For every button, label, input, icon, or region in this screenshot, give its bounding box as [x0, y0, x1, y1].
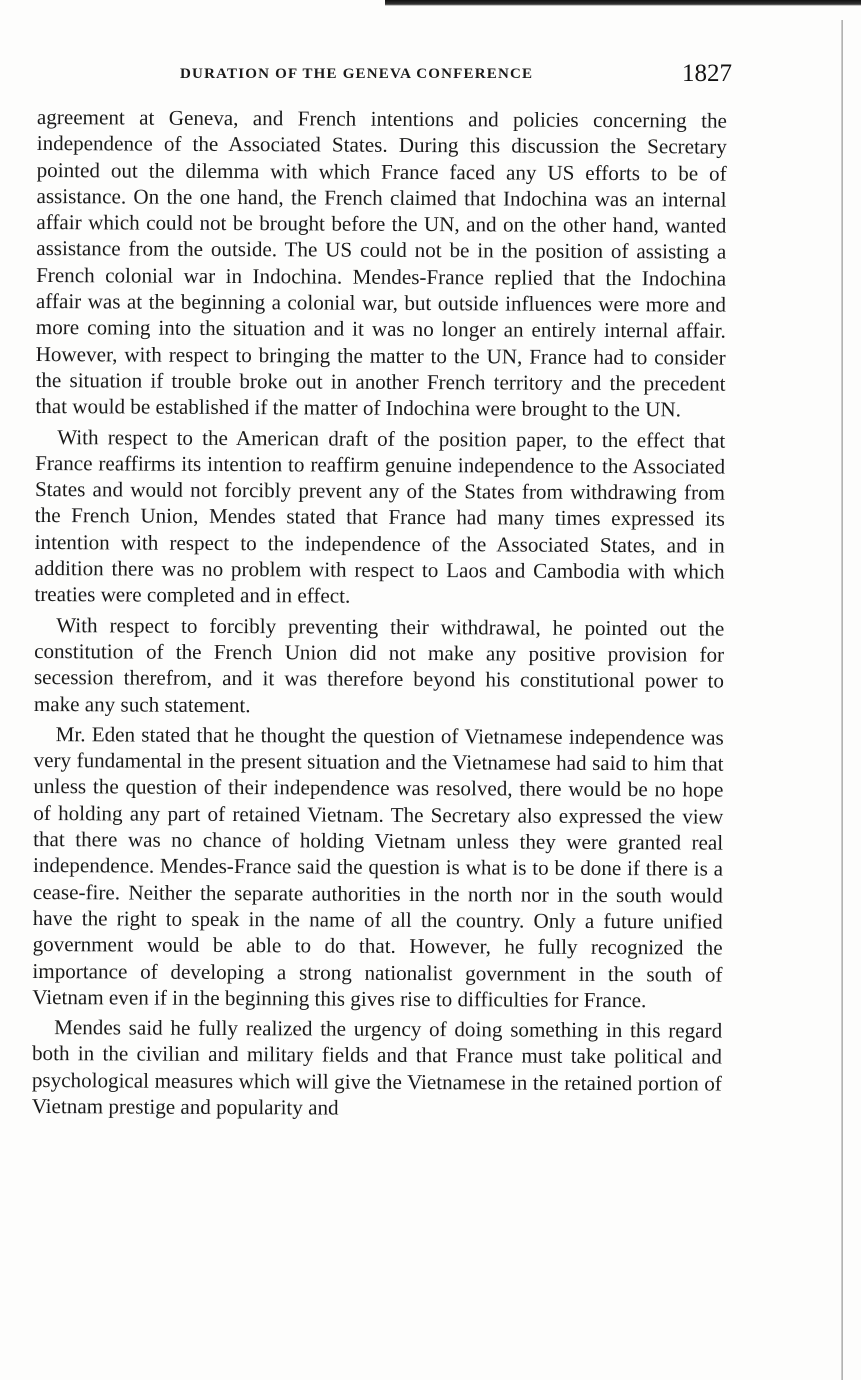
page-number: 1827	[682, 60, 732, 87]
top-edge-rule	[385, 0, 861, 6]
paragraph-1: agreement at Geneva, and French intentions and policies concerning the independence of the Associated States. During this discussion the Secretary pointed out the dilemma with which France faced any US efforts to be of assistance. On the one hand, the French claimed that Indochina was an internal affair which could not be brought before the UN, and on the other hand, wanted assistance from the outside. The US could not be in the position of assisting a French colonial war in Indochina. Mendes-France replied that the Indochina affair was at the beginning a colonial war, but outside influences were more and more coming into the situation and it was no longer an entirely internal affair. However, with respect to bringing the matter to the UN, France had to consider the situation if trouble broke out in another French territory and the precedent that would be established if the matter of Indochina were brought to the UN.	[35, 104, 727, 422]
paragraph-5: Mendes said he fully realized the urgency of doing something in this regard both in the civilian and military fields and that France must take political and psychological measures which will give the Vietnamese in the retained portion of Vietnam prestige and popularity and	[31, 1015, 723, 1120]
paragraph-2: With respect to the American draft of the position paper, to the effect that France reaffirms its intention to reaffirm genuine independence to the Associated States and would not forcibly prevent any of the States from withdrawing from the French Union, Mendes stated that France had many times expressed its intention with respect to the independence of the Associated States, and in addition there was no problem with respect to Laos and Cambodia with which treaties were completed and in effect.	[34, 424, 726, 608]
running-head: DURATION OF THE GENEVA CONFERENCE	[180, 66, 534, 82]
body-text	[32, 104, 727, 1127]
page-edge-shadow	[841, 20, 843, 1380]
paragraph-4: Mr. Eden stated that he thought the question of Vietnamese independence was very fundamental in the present situation and the Vietnamese had said to him that unless the question of their independence was resolved, there would be no hope of holding any part of retained Vietnam. The Secretary also expressed the view that there was no chance of holding Vietnam unless they were granted real independence. Mendes-France said the question is what is to be done if there is a cease-fire. Neither the separate authorities in the north nor in the south would have the right to speak in the name of all the country. Only a future unified government would be able to do that. However, he fully recognized the importance of developing a strong nationalist government in the south of Vietnam even if in the beginning this gives rise to difficulties for France.	[32, 721, 724, 1012]
paragraph-3: With respect to forcibly preventing their withdrawal, he pointed out the constitution of the French Union did not make any positive provision for secession therefrom, and it was therefore beyond his constitutional power to make any such statement.	[33, 612, 725, 717]
page-header	[40, 62, 732, 92]
